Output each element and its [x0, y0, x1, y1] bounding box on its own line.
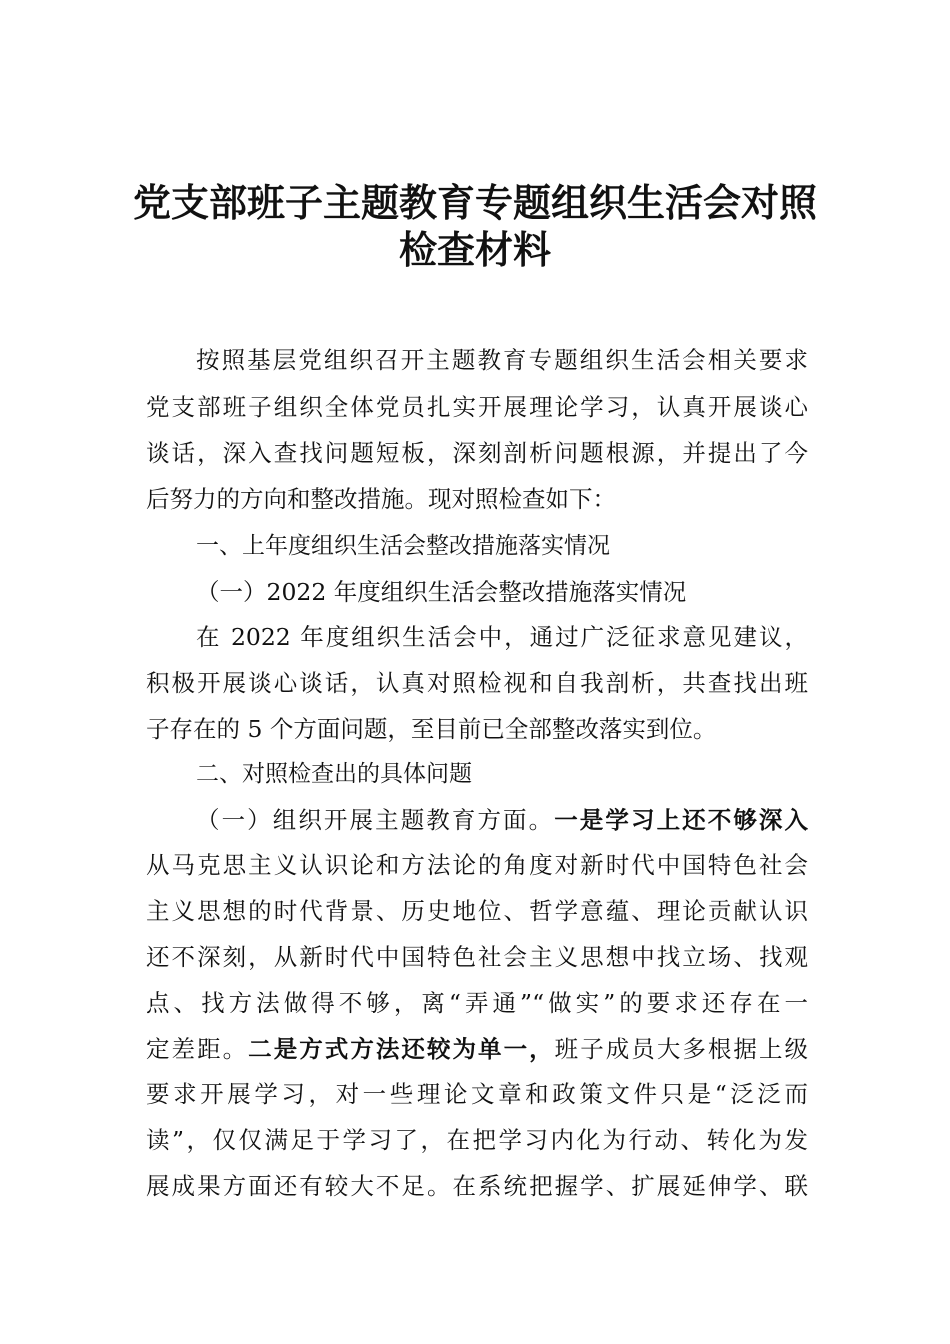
intro-line-3: 谈话，深入查找问题短板，深刻剖析问题根源，并提出了今 — [146, 439, 808, 467]
section2-point2: 二是方式方法还较为单一， — [248, 1035, 555, 1063]
section2-l6-a: 定差距。 — [146, 1035, 249, 1063]
document-title-line1: 党支部班子主题教育专题组织生活会对照 — [132, 180, 817, 225]
section2-para-line-3: 主义思想的时代背景、历史地位、哲学意蕴、理论贡献认识 — [146, 897, 808, 925]
document-title-line2: 检查材料 — [398, 227, 551, 272]
section2-point1: 一是学习上还不够深入 — [554, 806, 809, 834]
section2-para-line-5: 点、找方法做得不够，离“弄通”“做实”的要求还存在一 — [146, 989, 808, 1017]
section2-para-line-7: 要求开展学习，对一些理论文章和政策文件只是“泛泛而 — [146, 1080, 808, 1108]
section1-para-line-2: 积极开展谈心谈话，认真对照检视和自我剖析，共查找出班 — [146, 669, 808, 697]
section2-heading: 二、对照检查出的具体问题 — [196, 761, 472, 787]
section2-sub1-lead: （一）组织开展主题教育方面。 — [196, 806, 555, 834]
section2-para-line-1 — [196, 805, 808, 835]
section2-para-line-6 — [146, 1034, 808, 1064]
intro-line-2: 党支部班子组织全体党员扎实开展理论学习，认真开展谈心 — [146, 393, 808, 421]
section1-para-line-1: 在 2022 年度组织生活会中，通过广泛征求意见建议， — [196, 623, 808, 651]
section2-para-line-8: 读”，仅仅满足于学习了，在把学习内化为行动、转化为发 — [146, 1126, 808, 1154]
section2-l6-b: 班子成员大多根据上级 — [554, 1035, 809, 1063]
section1-sub1-heading: （一）2022 年度组织生活会整改措施落实情况 — [196, 578, 687, 606]
section2-para-line-2: 从马克思主义认识论和方法论的角度对新时代中国特色社会 — [146, 851, 808, 879]
section1-para-line-3: 子存在的 5 个方面问题，至目前已全部整改落实到位。 — [146, 715, 717, 743]
section2-para-line-4: 还不深刻，从新时代中国特色社会主义思想中找立场、找观 — [146, 943, 808, 971]
section1-heading: 一、上年度组织生活会整改措施落实情况 — [196, 533, 610, 559]
intro-line-1: 按照基层党组织召开主题教育专题组织生活会相关要求 — [196, 346, 808, 374]
section2-para-line-9: 展成果方面还有较大不足。在系统把握学、扩展延伸学、联 — [146, 1172, 808, 1200]
intro-line-4: 后努力的方向和整改措施。现对照检查如下： — [146, 485, 616, 513]
